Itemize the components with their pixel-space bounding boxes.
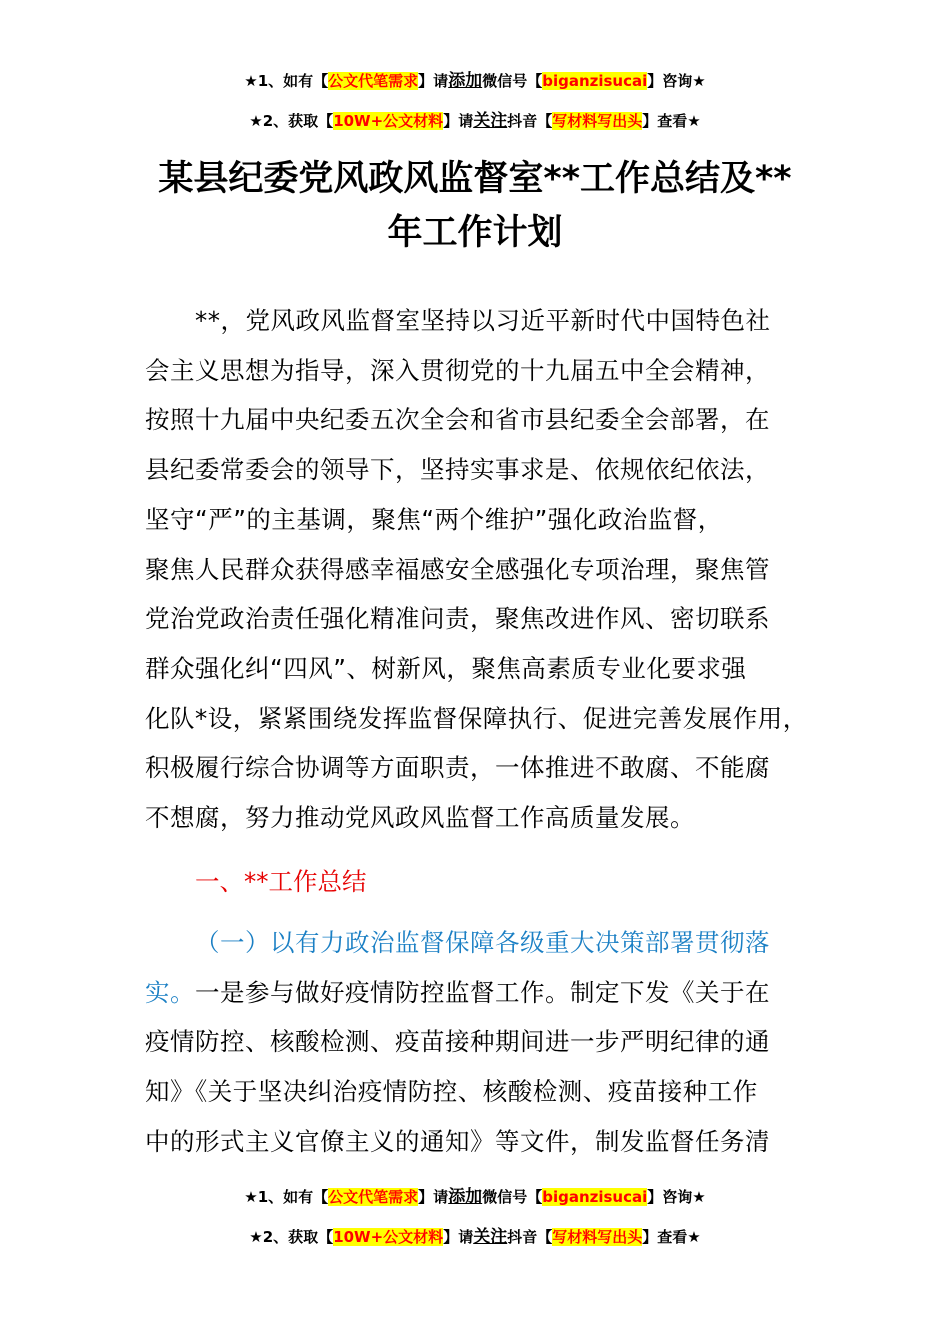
title-line-2: 年工作计划 — [387, 213, 563, 253]
banner-text: 微信号【 — [482, 1188, 543, 1206]
bottom-banner-line-1 — [0, 1186, 950, 1208]
paragraph-line: 化队*设，紧紧围绕发挥监督保障执行、促进完善发展作用， — [145, 703, 808, 733]
paragraph-line: **，党风政风监督室坚持以习近平新时代中国特色社 — [195, 306, 771, 335]
banner-highlight: 公文代笔需求 — [328, 72, 419, 90]
subsection-paragraph — [145, 918, 835, 1167]
banner-highlight: biganzisucai — [542, 72, 648, 90]
intro-paragraph — [145, 296, 835, 843]
paragraph-line — [145, 968, 835, 1018]
subsection-heading: （一）以有力政治监督保障各级重大决策部署贯彻落 — [195, 928, 770, 957]
subsection-heading-end: 实。 — [145, 977, 195, 1007]
paragraph-line: 按照十九届中央纪委五次全会和省市县纪委全会部署，在 — [145, 405, 770, 435]
section-heading: 一、**工作总结 — [195, 867, 367, 896]
top-banner-line-2 — [0, 110, 950, 132]
paragraph-line: 疫情防控、核酸检测、疫苗接种期间进一步严明纪律的通 — [145, 1027, 770, 1057]
banner-highlight: 公文代笔需求 — [328, 1188, 419, 1206]
bottom-banner-line-2 — [0, 1226, 950, 1248]
banner-text: 微信号【 — [482, 72, 543, 90]
banner-highlight: 写材料写出头 — [552, 1228, 643, 1246]
banner-text: ★1、如有【 — [244, 1188, 329, 1206]
document-title — [120, 152, 830, 260]
paragraph-line: 知》《关于坚决纠治疫情防控、核酸检测、疫苗接种工作 — [145, 1077, 758, 1107]
banner-text: 抖音【 — [507, 1228, 553, 1246]
banner-text: 】请 — [418, 1188, 449, 1206]
paragraph-line: 群众强化纠“四风”、树新风，聚焦高素质专业化要求强 — [145, 653, 747, 683]
banner-highlight: 写材料写出头 — [552, 112, 643, 130]
title-line-1: 某县纪委党风政风监督室**工作总结及** — [158, 159, 792, 199]
paragraph-text: 一是参与做好疫情防控监督工作。制定下发《关于在 — [195, 977, 770, 1007]
banner-text: ★2、获取【 — [249, 1228, 334, 1246]
paragraph-line — [145, 918, 835, 968]
top-banner-line-1 — [0, 70, 950, 92]
banner-emphasis: 关注 — [473, 111, 508, 131]
banner-highlight: 10W+公文材料 — [333, 1228, 444, 1246]
banner-text: ★2、获取【 — [249, 112, 334, 130]
paragraph-line: 不想腐，努力推动党风政风监督工作高质量发展。 — [145, 803, 695, 833]
banner-highlight: biganzisucai — [542, 1188, 648, 1206]
paragraph-line: 中的形式主义官僚主义的通知》等文件，制发监督任务清 — [145, 1126, 770, 1156]
banner-text: 抖音【 — [507, 112, 553, 130]
paragraph-line: 党治党政治责任强化精准问责，聚焦改进作风、密切联系 — [145, 604, 770, 634]
banner-emphasis: 添加 — [448, 71, 483, 91]
banner-highlight: 10W+公文材料 — [333, 112, 444, 130]
banner-text: 】咨询★ — [647, 72, 706, 90]
banner-text: ★1、如有【 — [244, 72, 329, 90]
banner-text: 】查看★ — [642, 1228, 701, 1246]
banner-text: 】请 — [443, 1228, 474, 1246]
banner-emphasis: 关注 — [473, 1227, 508, 1247]
paragraph-line: 聚焦人民群众获得感幸福感安全感强化专项治理，聚焦管 — [145, 554, 770, 584]
paragraph-line: 积极履行综合协调等方面职责，一体推进不敢腐、不能腐 — [145, 753, 770, 783]
paragraph-line: 坚守“严”的主基调，聚焦“两个维护”强化政治监督， — [145, 504, 723, 534]
banner-text: 】查看★ — [642, 112, 701, 130]
banner-text: 】咨询★ — [647, 1188, 706, 1206]
banner-emphasis: 添加 — [448, 1187, 483, 1207]
banner-text: 】请 — [443, 112, 474, 130]
paragraph-line: 县纪委常委会的领导下，坚持实事求是、依规依纪依法， — [145, 455, 770, 485]
banner-text: 】请 — [418, 72, 449, 90]
paragraph-line: 会主义思想为指导，深入贯彻党的十九届五中全会精神， — [145, 355, 770, 385]
